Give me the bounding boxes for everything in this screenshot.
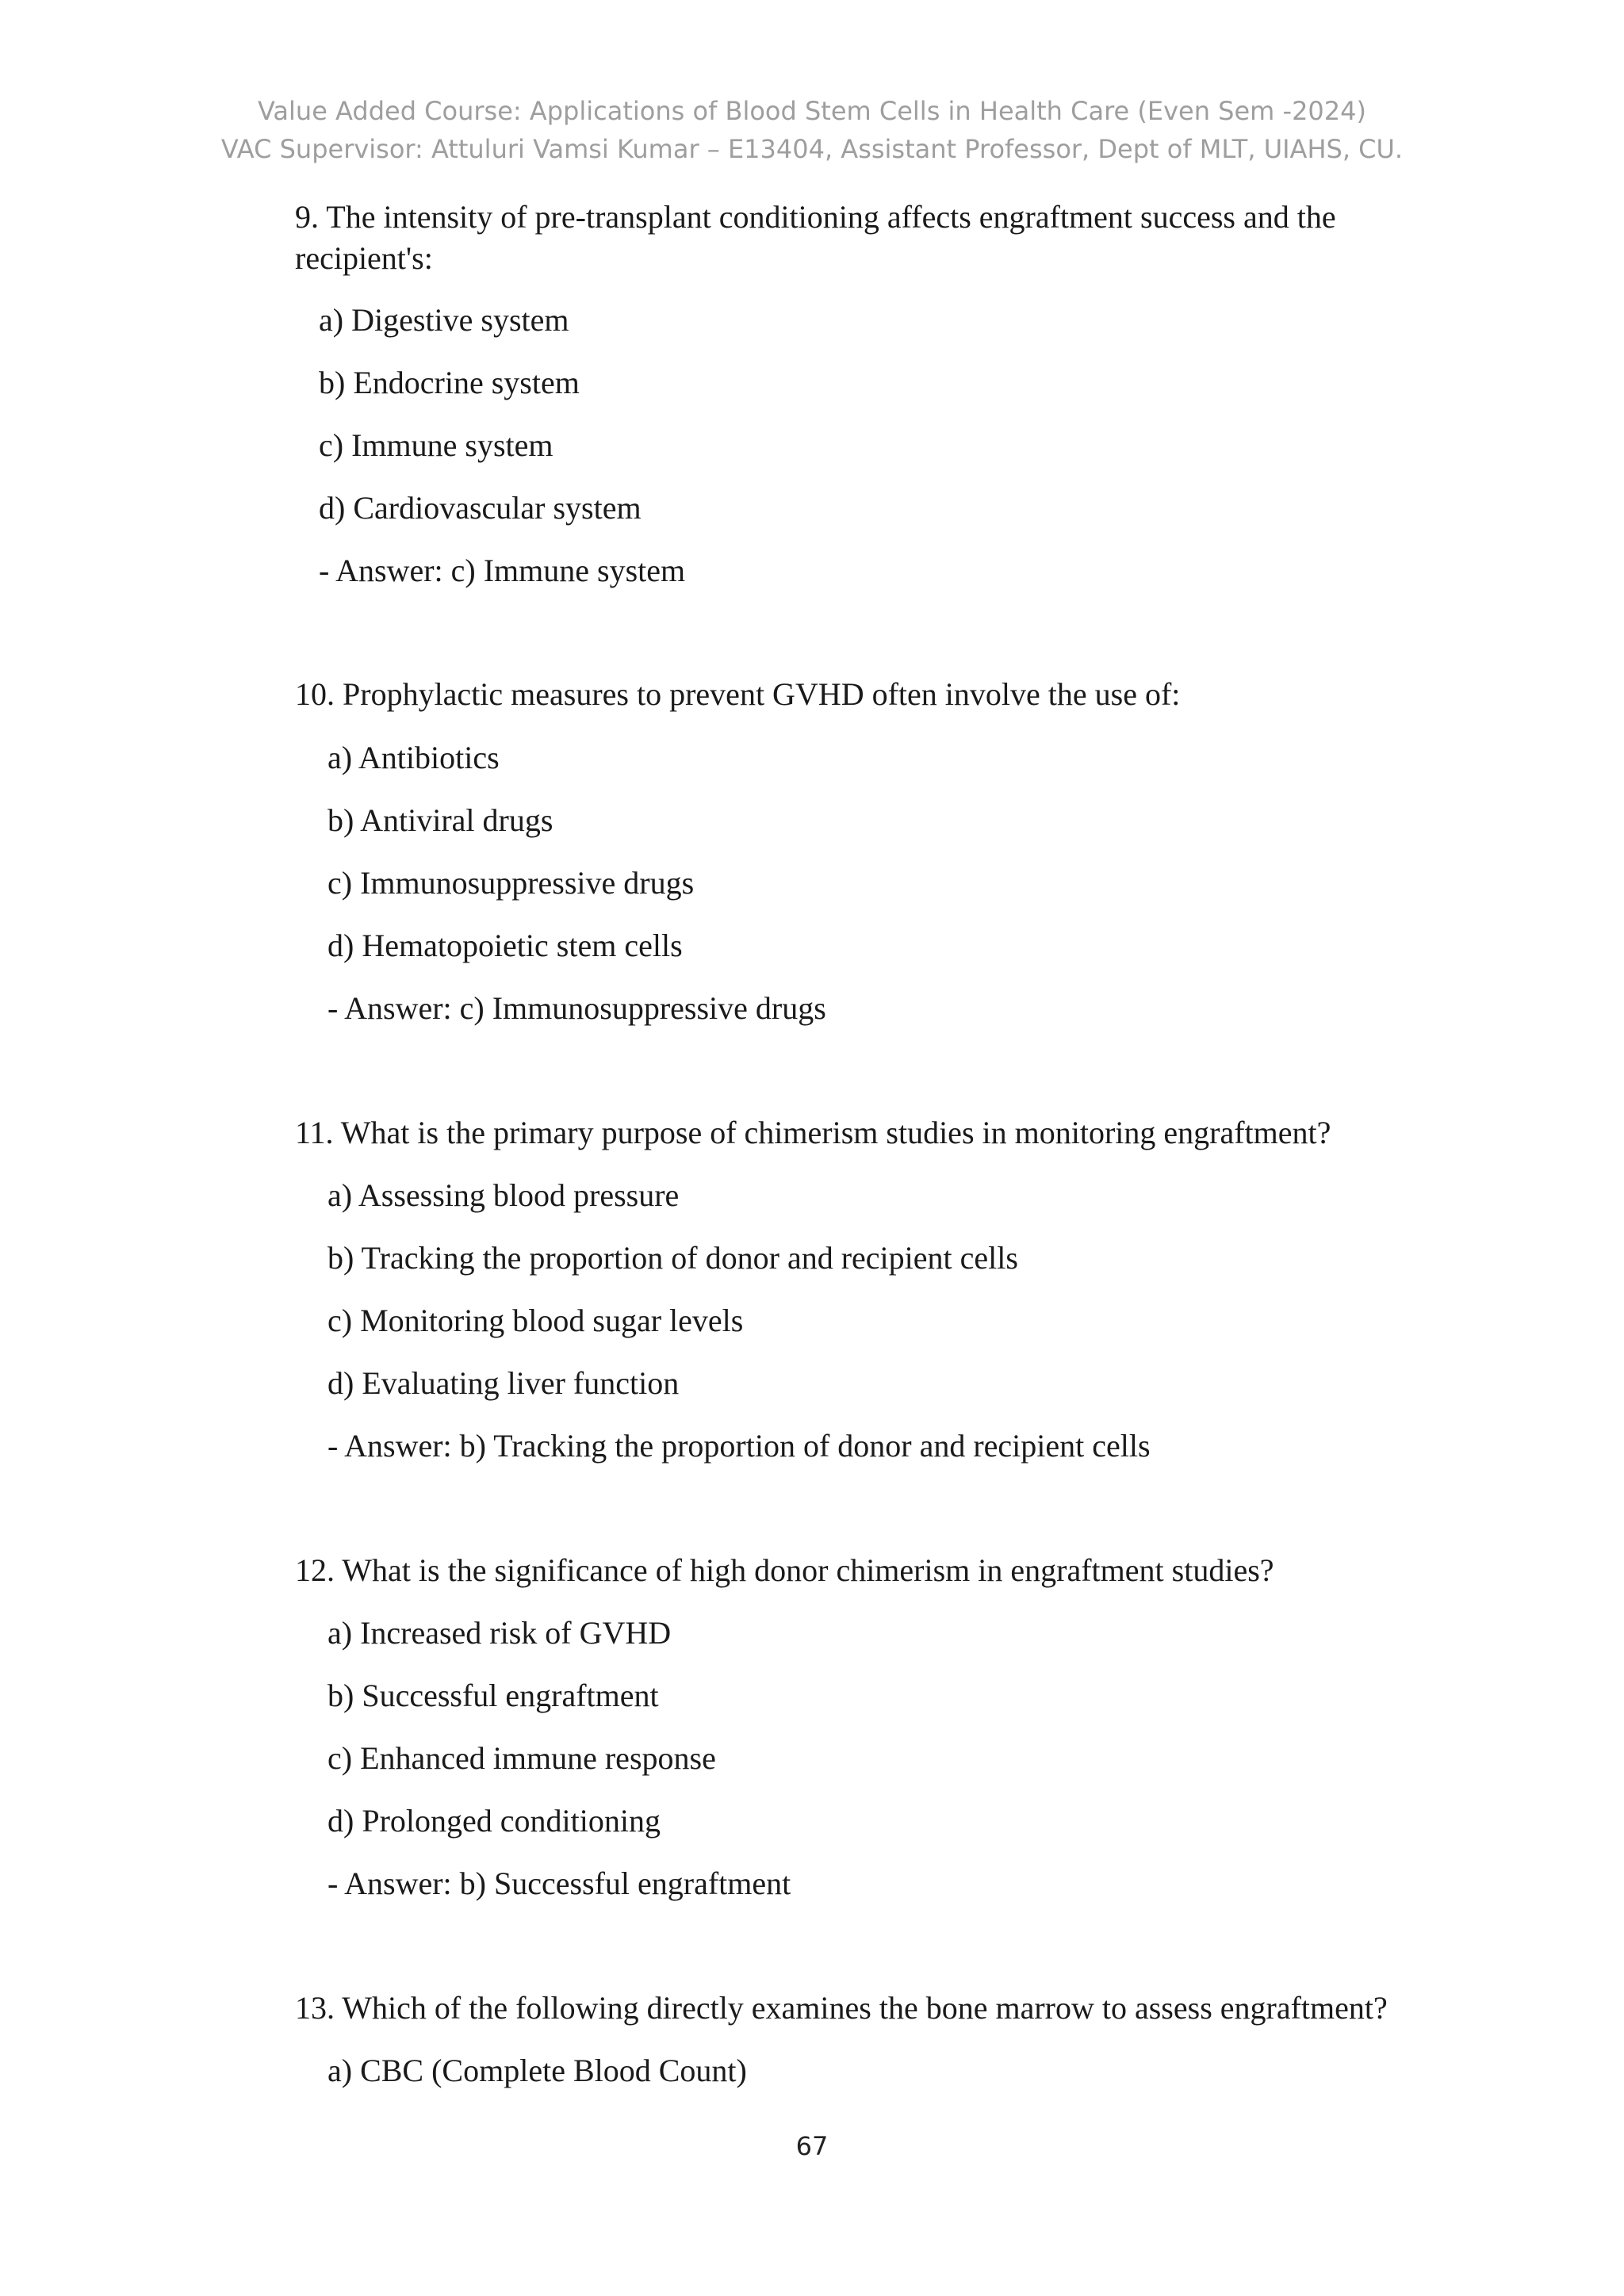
question-12-option-d: d) Prolonged conditioning	[327, 1803, 661, 1839]
question-13: 13. Which of the following directly examines the bone marrow to assess engraftment?	[295, 1990, 1388, 2026]
question-12-answer: - Answer: b) Successful engraftment	[327, 1866, 791, 1901]
question-9-answer: - Answer: c) Immune system	[319, 553, 686, 588]
header-supervisor: VAC Supervisor: Attuluri Vamsi Kumar – E13404, Assistant Professor, Dept of MLT, UIAHS, CU.	[220, 134, 1404, 164]
question-9-option-b: b) Endocrine system	[319, 365, 580, 400]
page-header	[0, 92, 1624, 168]
question-10-answer: - Answer: c) Immunosuppressive drugs	[327, 990, 826, 1026]
question-12-option-c: c) Enhanced immune response	[327, 1740, 716, 1776]
question-12-option-b: b) Successful engraftment	[327, 1678, 659, 1713]
question-11-option-a: a) Assessing blood pressure	[327, 1177, 680, 1213]
question-10: 10. Prophylactic measures to prevent GVHD often involve the use of:	[295, 676, 1181, 712]
question-11-answer: - Answer: b) Tracking the proportion of donor and recipient cells	[327, 1428, 1151, 1464]
question-12: 12. What is the significance of high donor chimerism in engraftment studies?	[295, 1552, 1274, 1588]
header-course-title: Value Added Course: Applications of Blood Stem Cells in Health Care (Even Sem -2024)	[258, 96, 1366, 126]
question-10-option-a: a) Antibiotics	[327, 740, 500, 775]
question-13-option-a: a) CBC (Complete Blood Count)	[327, 2053, 747, 2088]
question-11-option-c: c) Monitoring blood sugar levels	[327, 1303, 744, 1338]
question-11-option-d: d) Evaluating liver function	[327, 1365, 680, 1401]
question-9-option-d: d) Cardiovascular system	[319, 490, 642, 526]
question-9: 9. The intensity of pre-transplant conditioning affects engraftment success and the recipient's:	[295, 199, 1336, 276]
question-11: 11. What is the primary purpose of chimerism studies in monitoring engraftment?	[295, 1115, 1331, 1150]
question-9-option-c: c) Immune system	[319, 427, 553, 463]
page-number: 67	[795, 2131, 829, 2161]
question-10-option-b: b) Antiviral drugs	[327, 802, 553, 838]
question-11-option-b: b) Tracking the proportion of donor and recipient cells	[327, 1240, 1018, 1276]
question-10-option-d: d) Hematopoietic stem cells	[327, 928, 683, 963]
question-12-option-a: a) Increased risk of GVHD	[327, 1615, 672, 1651]
question-9-option-a: a) Digestive system	[319, 302, 569, 338]
question-10-option-c: c) Immunosuppressive drugs	[327, 865, 695, 901]
